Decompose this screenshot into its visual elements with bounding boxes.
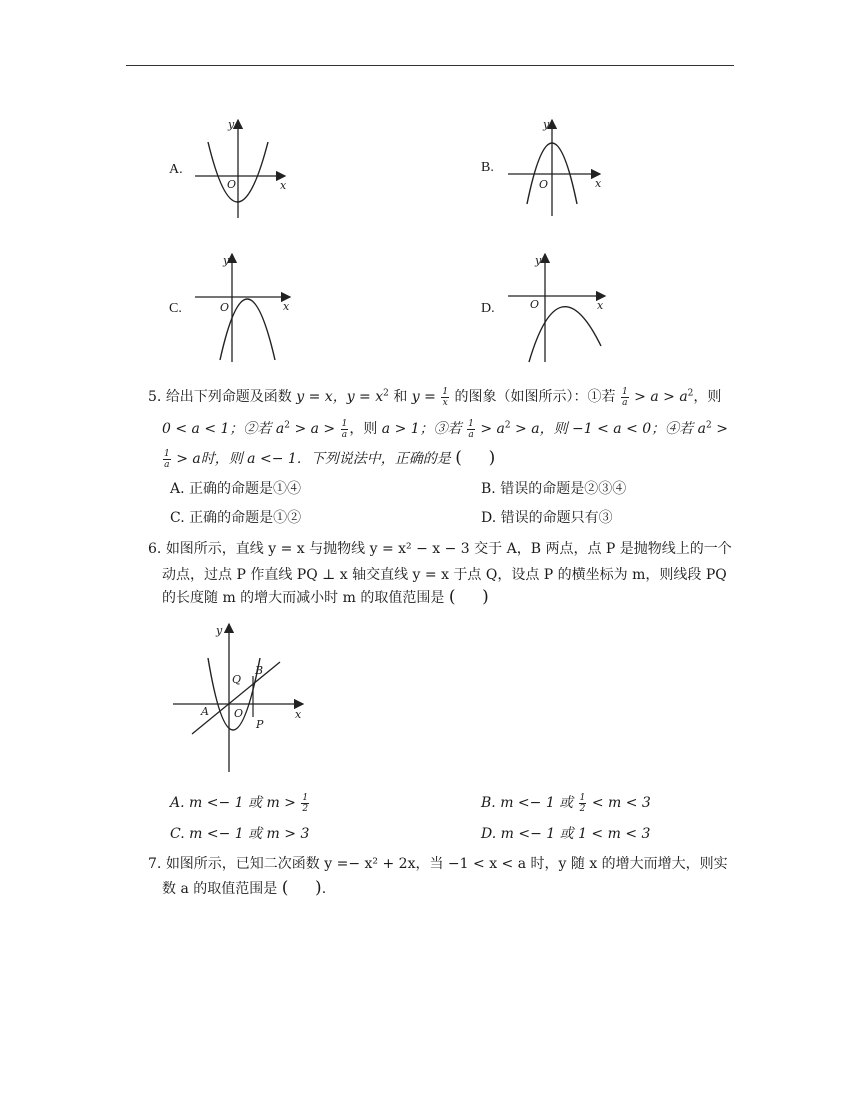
q5-line-2: 0 < a < 1；②若 $a^2 > a$ > $\frac{1}{a}$ ，则 a > 1；③若 $\frac{1}{a}$ > $a^2 > a$，则 −1 < a < 0；④若 $a^2$ >	[162, 418, 728, 440]
graph-b-x-label: x	[595, 177, 602, 190]
graph-d-y-label: y	[535, 254, 542, 267]
svg-text:O: O	[234, 707, 244, 720]
graph-c-x-label: x	[283, 300, 290, 313]
q7-line-2: 数 a 的取值范围是 ( ).	[162, 878, 327, 898]
graph-a-x-label: x	[280, 179, 287, 192]
q7-line-1: 7. 如图所示，已知二次函数 y =− x² + 2x，当 −1 < x < a 时，y 随 x 的增大而增大，则实	[148, 856, 728, 872]
svg-text:y: y	[216, 624, 223, 637]
header-rule	[126, 65, 734, 66]
svg-text:A: A	[201, 705, 209, 718]
q5-option-a: A. 正确的命题是①④	[170, 481, 302, 497]
q5-line-1: 5. 给出下列命题及函数 y = x，$y = x^2$ 和 y = $\frac{1}{x}$ 的图象（如图所示）：①若 $\frac{1}{a}$ > $a > a^2$，则	[148, 386, 722, 408]
q6-line-3: 的长度随 m 的增大而减小时 m 的取值范围是 ( )	[162, 587, 489, 607]
q6-option-c: C. m <− 1 或 m > 3	[170, 826, 310, 842]
svg-text:B: B	[255, 664, 264, 677]
graph-d	[505, 250, 615, 365]
graph-b	[505, 112, 615, 222]
graph-a-y-label: y	[228, 118, 235, 131]
graph-b-y-label: y	[543, 118, 550, 131]
option-b-label: B.	[481, 160, 494, 175]
q5-line-3: $\frac{1}{a}$ > a时，则 a <− 1．下列说法中，正确的是 ( )	[164, 448, 496, 470]
svg-text:x: x	[295, 708, 302, 721]
q5-option-d: D. 错误的命题只有③	[481, 510, 613, 526]
q6-line-1: 6. 如图所示，直线 y = x 与抛物线 y = x² − x − 3 交于 A，B 两点，点 P 是抛物线上的一个	[148, 541, 732, 557]
q6-option-a: A. m <− 1 或 m > $\frac{1}{2}$	[170, 792, 309, 814]
q6-figure	[170, 620, 315, 775]
q6-option-b: B. m <− 1 或 $\frac{1}{2}$ < m < 3	[481, 792, 651, 814]
q6-option-d: D. m <− 1 或 1 < m < 3	[481, 826, 651, 842]
q5-option-b: B. 错误的命题是②③④	[481, 481, 627, 497]
graph-a	[190, 112, 300, 222]
graph-c	[190, 250, 300, 365]
graph-c-origin: O	[220, 301, 230, 314]
svg-text:Q: Q	[232, 673, 242, 686]
svg-text:P: P	[256, 718, 264, 731]
graph-d-x-label: x	[597, 299, 604, 312]
option-a-label: A.	[169, 162, 183, 177]
q5-option-c: C. 正确的命题是①②	[170, 510, 302, 526]
graph-d-origin: O	[530, 298, 540, 311]
graph-c-y-label: y	[223, 254, 230, 267]
option-d-label: D.	[481, 301, 495, 316]
q6-line-2: 动点，过点 P 作直线 PQ ⊥ x 轴交直线 y = x 于点 Q，设点 P 的横坐标为 m，则线段 PQ	[162, 567, 727, 583]
graph-b-origin: O	[539, 178, 549, 191]
option-c-label: C.	[169, 301, 182, 316]
graph-a-origin: O	[227, 178, 237, 191]
